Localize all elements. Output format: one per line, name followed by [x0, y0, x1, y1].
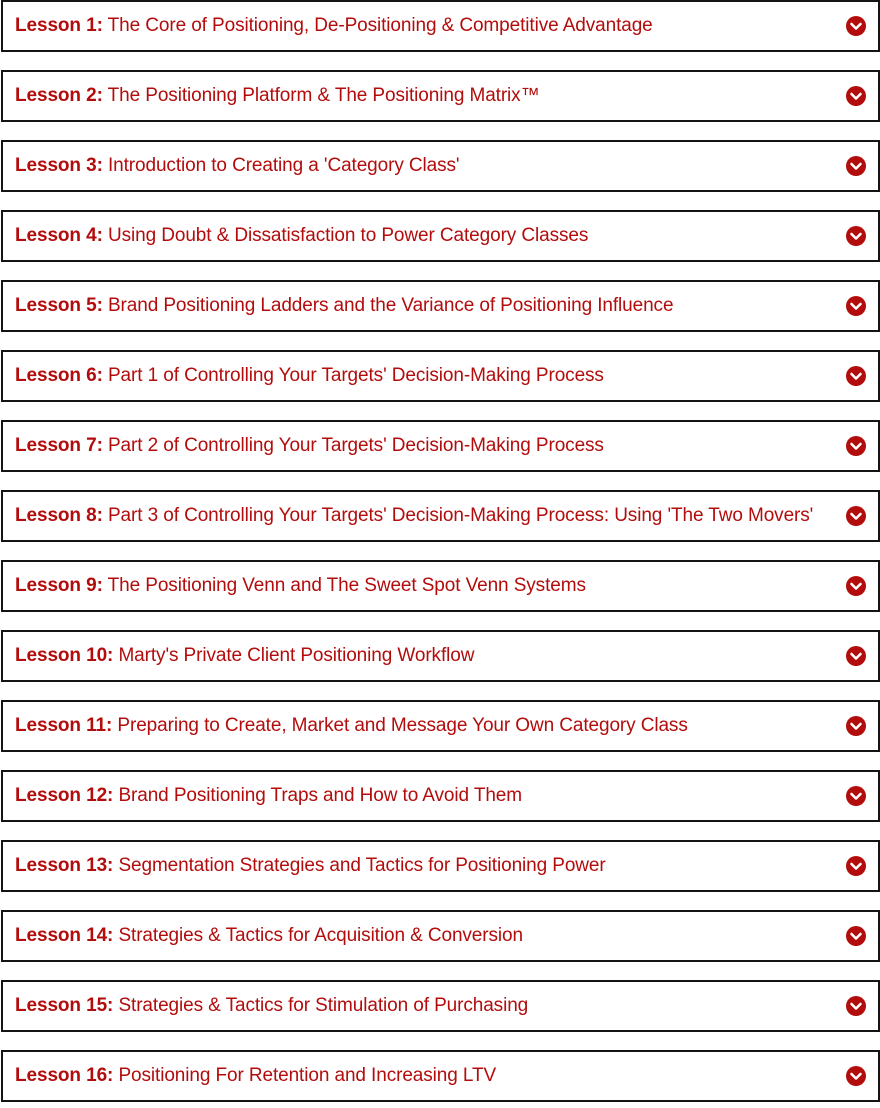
lesson-heading	[15, 2, 653, 50]
chevron-down-icon[interactable]	[846, 506, 866, 526]
lesson-heading	[15, 982, 528, 1030]
lesson-title: Part 3 of Controlling Your Targets' Decision-Making Process: Using 'The Two Movers'	[107, 505, 814, 526]
lesson-accordion-item[interactable]	[1, 420, 880, 472]
lesson-title: Preparing to Create, Market and Message Your Own Category Class	[117, 715, 688, 736]
lesson-heading	[15, 912, 523, 960]
lesson-heading	[15, 1052, 496, 1100]
lesson-title: Marty's Private Client Positioning Workflow	[118, 645, 475, 666]
chevron-down-icon[interactable]	[846, 226, 866, 246]
lesson-title: The Core of Positioning, De-Positioning & Competitive Advantage	[107, 15, 653, 36]
lesson-title: The Positioning Platform & The Positioning Matrix™	[107, 85, 540, 106]
chevron-down-icon[interactable]	[846, 856, 866, 876]
lesson-accordion-item[interactable]	[1, 630, 880, 682]
lesson-accordion-item[interactable]	[1, 490, 880, 542]
lesson-heading	[15, 632, 474, 680]
lesson-number: Lesson 5:	[15, 295, 103, 316]
lesson-number: Lesson 12:	[15, 785, 114, 806]
chevron-down-icon[interactable]	[846, 156, 866, 176]
lesson-accordion-item[interactable]	[1, 0, 880, 52]
lesson-accordion-item[interactable]	[1, 350, 880, 402]
lesson-accordion-item[interactable]	[1, 560, 880, 612]
lesson-number: Lesson 6:	[15, 365, 103, 386]
lesson-heading	[15, 282, 673, 330]
chevron-down-icon[interactable]	[846, 16, 866, 36]
lesson-accordion-item[interactable]	[1, 140, 880, 192]
lesson-number: Lesson 2:	[15, 85, 103, 106]
lesson-accordion-item[interactable]	[1, 840, 880, 892]
lesson-heading	[15, 492, 813, 540]
lesson-number: Lesson 4:	[15, 225, 103, 246]
lesson-title: Positioning For Retention and Increasing LTV	[118, 1065, 497, 1086]
lesson-accordion-item[interactable]	[1, 980, 880, 1032]
lesson-heading	[15, 212, 588, 260]
lesson-number: Lesson 3:	[15, 155, 103, 176]
chevron-down-icon[interactable]	[846, 786, 866, 806]
lesson-accordion-item[interactable]	[1, 770, 880, 822]
lesson-number: Lesson 9:	[15, 575, 103, 596]
lesson-heading	[15, 562, 586, 610]
chevron-down-icon[interactable]	[846, 996, 866, 1016]
lesson-title: The Positioning Venn and The Sweet Spot Venn Systems	[107, 575, 586, 596]
chevron-down-icon[interactable]	[846, 576, 866, 596]
lesson-heading	[15, 842, 606, 890]
lesson-number: Lesson 15:	[15, 995, 114, 1016]
lesson-title: Strategies & Tactics for Acquisition & Conversion	[118, 925, 523, 946]
lesson-title: Introduction to Creating a 'Category Class'	[107, 155, 460, 176]
lesson-number: Lesson 11:	[15, 715, 113, 736]
lesson-accordion-item[interactable]	[1, 70, 880, 122]
lesson-title: Strategies & Tactics for Stimulation of Purchasing	[118, 995, 529, 1016]
chevron-down-icon[interactable]	[846, 926, 866, 946]
lesson-heading	[15, 352, 604, 400]
lesson-number: Lesson 16:	[15, 1065, 114, 1086]
chevron-down-icon[interactable]	[846, 296, 866, 316]
lesson-accordion-item[interactable]	[1, 280, 880, 332]
chevron-down-icon[interactable]	[846, 366, 866, 386]
lesson-number: Lesson 8:	[15, 505, 103, 526]
chevron-down-icon[interactable]	[846, 86, 866, 106]
lesson-title: Brand Positioning Traps and How to Avoid Them	[118, 785, 522, 806]
lesson-accordion-item[interactable]	[1, 910, 880, 962]
lesson-title: Brand Positioning Ladders and the Variance of Positioning Influence	[107, 295, 674, 316]
lesson-title: Using Doubt & Dissatisfaction to Power Category Classes	[107, 225, 589, 246]
lesson-title: Part 1 of Controlling Your Targets' Decision-Making Process	[107, 365, 604, 386]
lesson-accordion-item[interactable]	[1, 700, 880, 752]
lesson-title: Segmentation Strategies and Tactics for Positioning Power	[118, 855, 606, 876]
lesson-number: Lesson 10:	[15, 645, 114, 666]
lesson-heading	[15, 772, 522, 820]
chevron-down-icon[interactable]	[846, 436, 866, 456]
chevron-down-icon[interactable]	[846, 1066, 866, 1086]
chevron-down-icon[interactable]	[846, 716, 866, 736]
lesson-heading	[15, 702, 688, 750]
lesson-accordion-item[interactable]	[1, 210, 880, 262]
lesson-number: Lesson 13:	[15, 855, 114, 876]
lesson-number: Lesson 1:	[15, 15, 103, 36]
lesson-heading	[15, 72, 539, 120]
lesson-accordion-item[interactable]	[1, 1050, 880, 1102]
lesson-heading	[15, 142, 459, 190]
lesson-number: Lesson 14:	[15, 925, 114, 946]
lesson-title: Part 2 of Controlling Your Targets' Decision-Making Process	[107, 435, 604, 456]
lesson-heading	[15, 422, 604, 470]
lesson-number: Lesson 7:	[15, 435, 103, 456]
chevron-down-icon[interactable]	[846, 646, 866, 666]
